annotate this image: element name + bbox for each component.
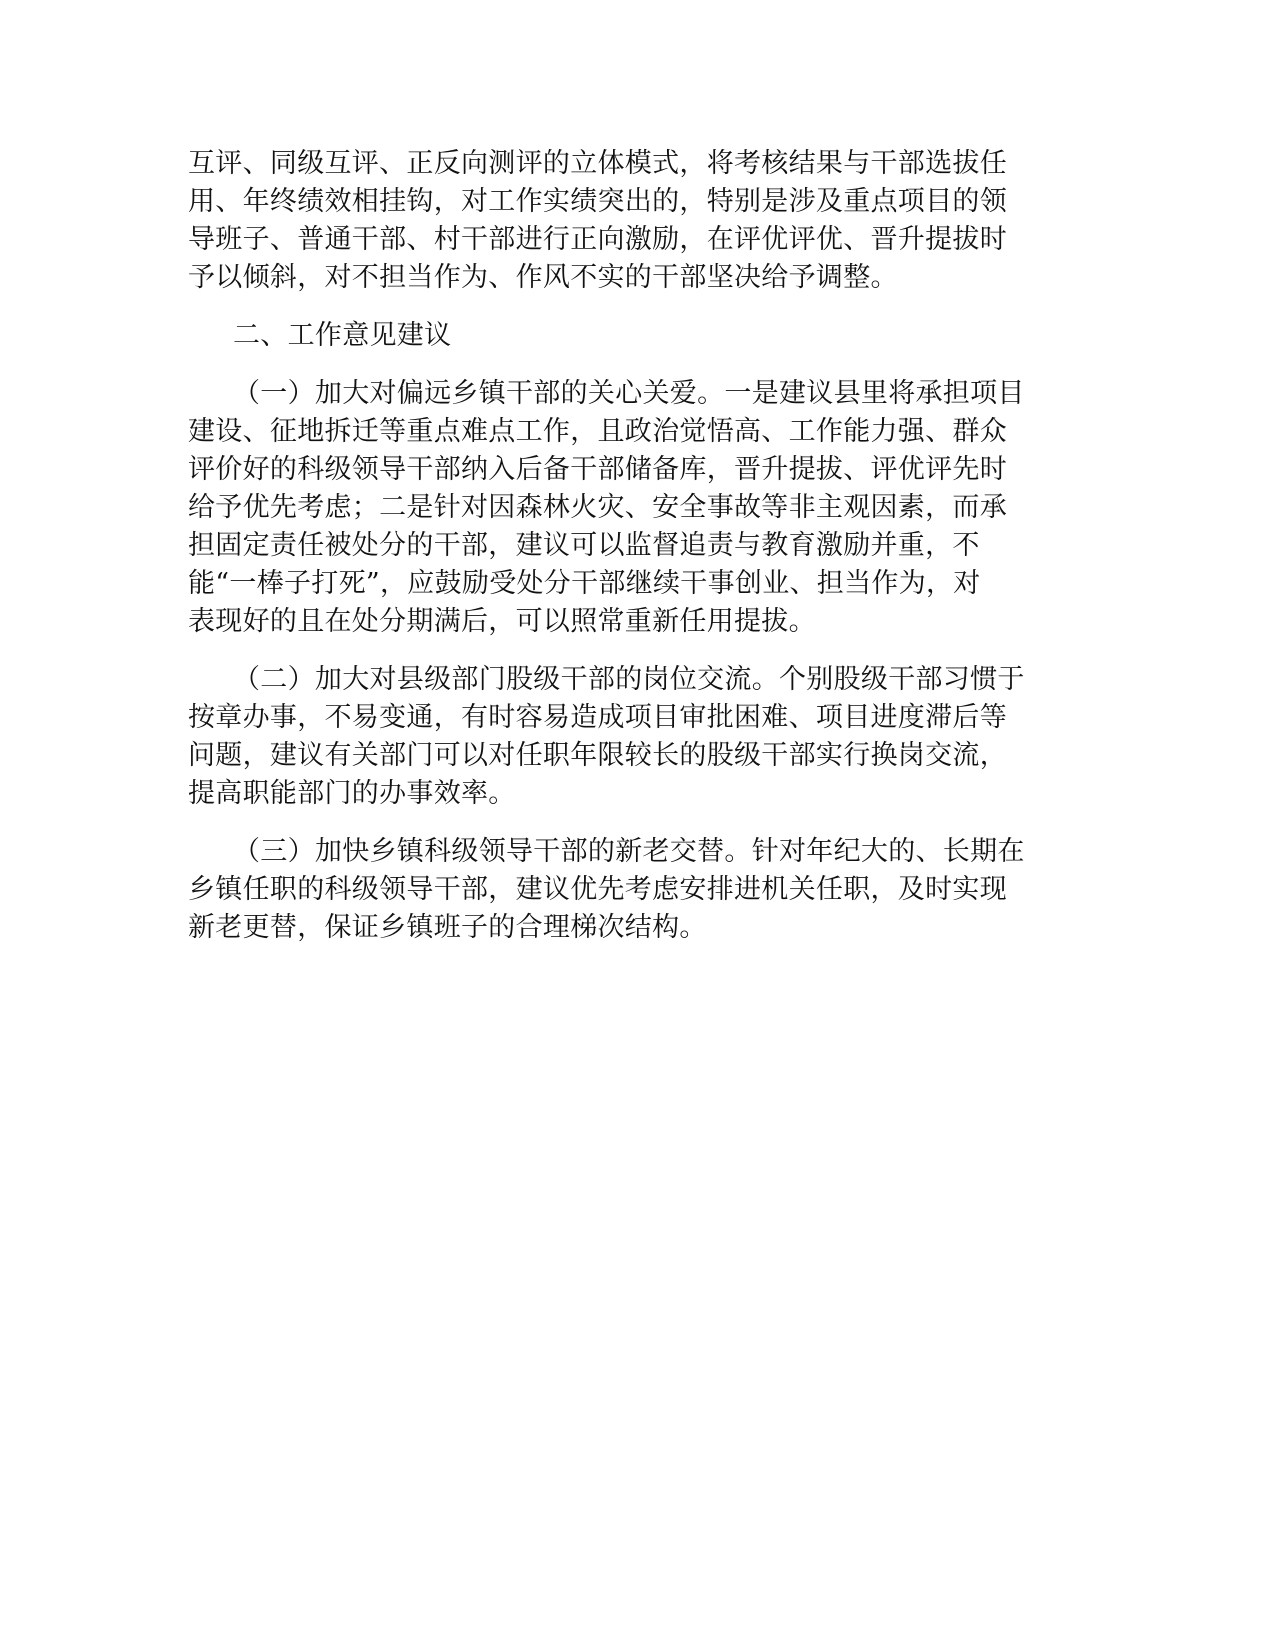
text-line: 问题，建议有关部门可以对任职年限较长的股级干部实行换岗交流， (188, 740, 1007, 771)
text-line: 新老更替，保证乡镇班子的合理梯次结构。 (188, 912, 707, 943)
text-line: 能“一棒子打死”，应鼓励受处分干部继续干事创业、担当作为，对 (188, 568, 981, 599)
text-line: 予以倾斜，对不担当作为、作风不实的干部坚决给予调整。 (188, 262, 898, 293)
text-line: 担固定责任被处分的干部，建议可以监督追责与教育激励并重，不 (188, 530, 980, 561)
section-heading-suggestions (188, 317, 1088, 355)
document-body (188, 145, 1088, 967)
text-line: 用、年终绩效相挂钩，对工作实绩突出的，特别是涉及重点项目的领 (188, 186, 1007, 217)
paragraph-evaluation-mode (188, 145, 1088, 297)
text-line: 评价好的科级领导干部纳入后备干部储备库，晋升提拔、评优评先时 (188, 454, 1007, 485)
text-line: 建设、征地拆迁等重点难点工作，且政治觉悟高、工作能力强、群众 (188, 416, 1007, 447)
text-line: 给予优先考虑；二是针对因森林火灾、安全事故等非主观因素，而承 (188, 492, 1007, 523)
text-line: （三）加快乡镇科级领导干部的新老交替。针对年纪大的、长期在 (233, 836, 1025, 867)
text-line: 按章办事，不易变通，有时容易造成项目审批困难、项目进度滞后等 (188, 702, 1007, 733)
text-line: （二）加大对县级部门股级干部的岗位交流。个别股级干部习惯于 (233, 664, 1025, 695)
paragraph-suggestion-three (188, 833, 1088, 947)
text-line: （一）加大对偏远乡镇干部的关心关爱。一是建议县里将承担项目 (233, 378, 1025, 409)
text-line: 提高职能部门的办事效率。 (188, 778, 516, 809)
paragraph-suggestion-two (188, 661, 1088, 813)
text-line: 导班子、普通干部、村干部进行正向激励，在评优评优、晋升提拔时 (188, 224, 1007, 255)
text-line: 乡镇任职的科级领导干部，建议优先考虑安排进机关任职，及时实现 (188, 874, 1007, 905)
section-heading: 二、工作意见建议 (233, 320, 452, 351)
text-line: 互评、同级互评、正反向测评的立体模式，将考核结果与干部选拔任 (188, 148, 1007, 179)
paragraph-suggestion-one (188, 375, 1088, 641)
text-line: 表现好的且在处分期满后，可以照常重新任用提拔。 (188, 606, 816, 637)
